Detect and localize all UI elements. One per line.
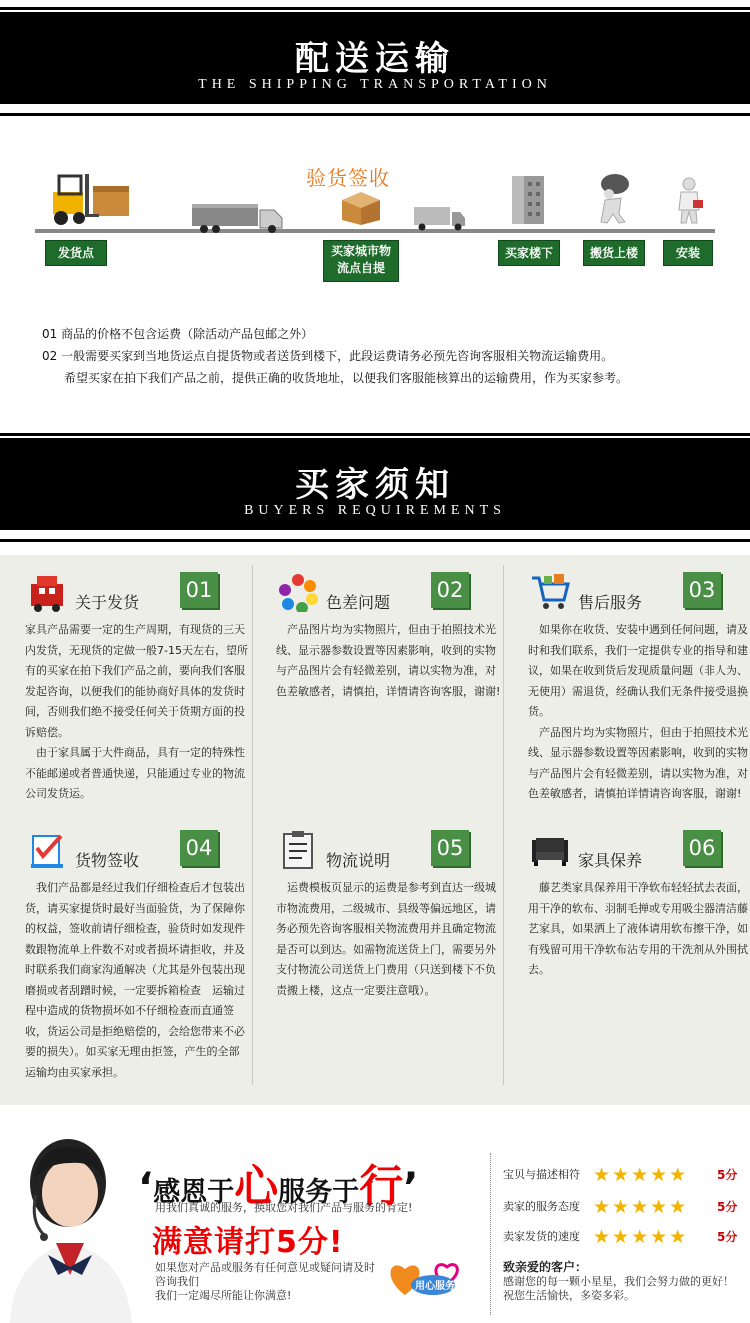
building-icon	[508, 172, 548, 224]
title-part-a: 感恩于	[153, 1177, 235, 1208]
step-install: 安装	[663, 240, 713, 266]
card-title: 售后服务	[578, 593, 643, 612]
note-1: 01 商品的价格不包含运费（除活动产品包邮之外）	[42, 327, 314, 341]
five-stars-icon[interactable]: ★★★★★	[593, 1226, 689, 1248]
shipping-subtitle: THE SHIPPING TRANSPORTATION	[198, 77, 552, 92]
customer-service-agent-image	[0, 1125, 140, 1323]
fire-truck-icon	[27, 572, 67, 612]
service-slogan: 用我们真诚的服务，换取您对我们产品与服务的肯定!	[155, 1201, 413, 1214]
rating-score: 5分	[717, 1168, 738, 1182]
card-number: 01	[180, 572, 218, 608]
forklift-icon	[45, 172, 135, 227]
step-carry-upstairs: 搬货上楼	[583, 240, 645, 266]
step-pickup-point	[323, 240, 399, 282]
carrier-person-icon	[595, 172, 635, 224]
card-text: 家具产品需要一定的生产周期，有现货的三天内发货，无现货的定做一般7-15天左右，望所有的买家在拍下我们产品之前，要向我们客服发起咨询，以便我们的能协商好具体的发货时间，否则我们绝不接受任何关于货期方面的投诉赔偿。 由于家具属于大件商品，具有一定的特殊性不能邮递或者普通快递，只能通过专业的物流公司发货运。	[25, 623, 248, 800]
title-heart: 心	[234, 1161, 279, 1212]
card-title: 色差问题	[326, 593, 391, 612]
dear-customer-title: 致亲爱的客户：	[503, 1260, 588, 1274]
service-section	[0, 1105, 750, 1323]
shipping-notes	[42, 323, 628, 389]
shopping-cart-icon	[530, 572, 570, 612]
dear-customer-text: 感谢您的每一颗小星星，我们会努力做的更好！祝您生活愉快，多姿多彩。	[503, 1275, 734, 1302]
shipping-title: 配送运输	[295, 39, 455, 79]
card-title: 货物签收	[75, 851, 140, 870]
rating-label: 卖家发货的速度	[503, 1230, 580, 1243]
note-2: 02 一般需要买家到当地货运点自提货物或者送货到楼下，此段运费请务必预先咨询客服相关物流运输费用。	[42, 349, 614, 363]
installer-person-icon	[673, 176, 705, 224]
card-text: 我们产品都是经过我们仔细检查后才包装出货，请买家提货时最好当面验货，为了保障你的权益，签收前请仔细检查，验货时如发现件数跟物流单上件数不对或者损坏请拒收，并及时联系我们商家沟通解决（尤其是外包装出现磨损或者刮蹭时候，一定要拆箱检查 运输过程中造成的货物损坏如不仔细检查而直通签收，货运公司是拒绝赔偿的，会给您带来不必要的损失）。如买家无理由拒签，产生的全部运输均由买家承担。	[25, 881, 245, 1079]
buyers-banner	[0, 438, 750, 530]
card-text: 产品图片均为实物照片，但由于拍照技术光线、显示器参数设置等因素影响，收到的实物与产品图片会有轻微差别，请以实物为准，对色差敏感者，请慎拍，详情请咨询客服，谢谢!	[276, 623, 501, 698]
rating-label: 宝贝与描述相符	[503, 1168, 580, 1181]
note-3: 希望买家在拍下我们产品之前，提供正确的收货地址，以便我们客服能核算出的运输费用，作为买家参考。	[64, 371, 629, 385]
shipping-banner	[0, 12, 750, 104]
service-contact-text: 如果您对产品或服务有任何意见或疑问请及时咨询我们 我们一定竭尽所能让你满意!	[155, 1261, 375, 1302]
rating-row	[503, 1192, 743, 1222]
service-logo	[385, 1255, 471, 1299]
five-stars-icon[interactable]: ★★★★★	[593, 1196, 689, 1218]
card-number: 05	[431, 830, 469, 866]
card-title: 关于发货	[75, 593, 140, 612]
card-number: 03	[683, 572, 721, 608]
card-text: 藤艺类家具保养用干净软布轻轻拭去表面，用干净的软布、羽制毛掸或专用吸尘器清洁藤艺家具，如果洒上了液体请用软布擦干净，如有残留可用干净软布沾专用的干洗剂从外围拭去。	[528, 881, 748, 976]
card-number: 06	[683, 830, 721, 866]
clipboard-icon	[278, 830, 318, 870]
title-action: 行	[359, 1161, 404, 1212]
logo-text: 用心服务	[415, 1281, 455, 1292]
divider	[490, 1153, 491, 1315]
rate-5-headline: 满意请打5分!	[152, 1225, 344, 1260]
buyers-subtitle: BUYERS REQUIREMENTS	[244, 503, 506, 518]
step-dispatch: 发货点	[45, 240, 107, 266]
card-number: 04	[180, 830, 218, 866]
divider	[503, 565, 504, 1085]
package-box-icon	[340, 190, 382, 226]
buyers-title: 买家须知	[295, 465, 455, 505]
check-label: 验货签收	[306, 166, 390, 190]
step-pickup-label: 买家城市物流点自提	[330, 244, 391, 275]
van-icon	[412, 204, 467, 232]
truck-icon	[190, 200, 285, 235]
title-part-c: 服务于	[278, 1177, 360, 1208]
rating-score: 5分	[717, 1230, 738, 1244]
step-downstairs: 买家楼下	[498, 240, 560, 266]
card-title: 物流说明	[326, 851, 391, 870]
rating-row	[503, 1160, 743, 1190]
divider	[252, 565, 253, 1085]
service-title: ‘感恩于心服务于行’	[138, 1161, 419, 1212]
rating-score: 5分	[717, 1200, 738, 1214]
rating-row	[503, 1222, 743, 1252]
card-title: 家具保养	[578, 851, 643, 870]
sofa-icon	[530, 830, 570, 870]
timeline-line	[35, 229, 715, 233]
card-text: 运费模板页显示的运费是参考到直达一级城市物流费用，二级城市、县级等偏远地区，请务必预先咨询客服相关物流费用并且确定物流是否可以到达。如需物流送货上门，需要另外支付物流公司送货上门费用（只送到楼下不负责搬上楼，这点一定要注意哦）。	[276, 881, 496, 997]
five-stars-icon[interactable]: ★★★★★	[593, 1164, 689, 1186]
rating-label: 卖家的服务态度	[503, 1200, 580, 1213]
checklist-icon	[27, 830, 67, 870]
card-number: 02	[431, 572, 469, 608]
color-wheel-icon	[278, 572, 318, 612]
card-text: 如果你在收货、安装中遇到任何问题，请及时和我们联系，我们一定提供专业的指导和建议，如果在收到货后发现质量问题（非人为、无使用）需退货，经确认我们无条件接受退换货。 产品图片均为实物照片，但由于拍照技术光线、显示器参数设置等因素影响，收到的实物与产品图片会有轻微差别，请以实物为准，对色差敏感者，请慎拍详情请咨询客服，谢谢!	[528, 623, 748, 800]
